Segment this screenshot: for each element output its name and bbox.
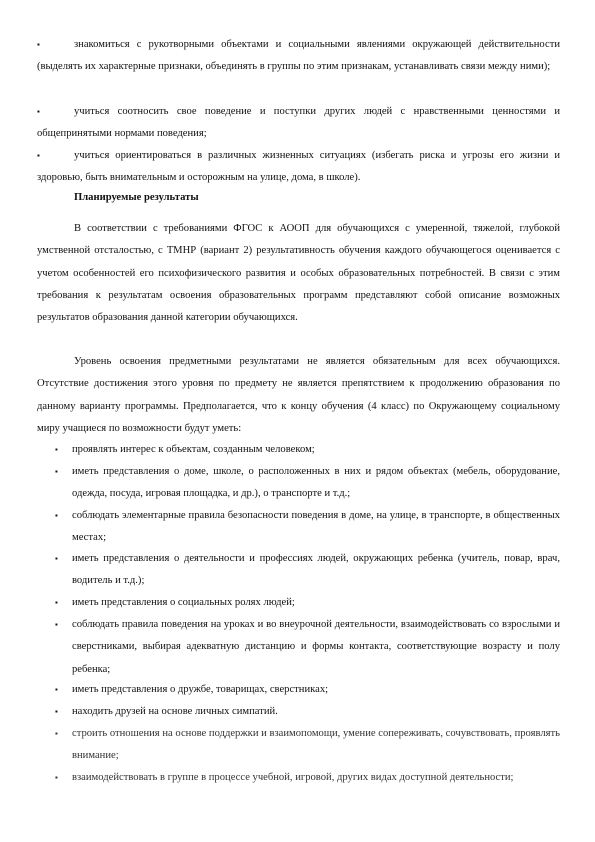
list-item-text: соблюдать элементарные правила безопасности поведения в доме, на улице, в транспорте, в общественных местах; — [72, 510, 560, 544]
bullet-icon: ▪ — [55, 620, 58, 629]
bullet-icon: ▪ — [55, 729, 58, 738]
section-heading: Планируемые результаты — [74, 192, 199, 203]
list-item-text: строить отношения на основе поддержки и взаимопомощи, умение сопереживать, сочувствовать, проявлять внимание; — [72, 728, 560, 762]
bullet-icon: ▪ — [55, 467, 58, 476]
list-item-text: соблюдать правила поведения на уроках и во внеурочной деятельности, взаимодействовать со взрослыми и сверстниками, выбирая адекватную дистанцию и формы контакта, соответствующие возрасту и полу ребенка; — [72, 619, 560, 675]
list-item-text: знакомиться с рукотворными объектами и социальными явлениями окружающей действительности (выделять их характерные признаки, объединять в группы по этим признакам, устанавливать связи между ними); — [37, 39, 560, 73]
paragraph: В соответствии с требованиями ФГОС к АООП для обучающихся с умеренной, тяжелой, глубокой умственной отсталостью, с ТМНР (вариант 2) результативность обучения каждого обучающегося оценивается с учетом особенностей его психофизического развития и особых образовательных потребностей. В связи с этим требования к результатам освоения образовательных программ представляют собой описание возможных результатов образования данной категории обучающихся. — [37, 223, 560, 324]
bullet-icon: ▪ — [37, 107, 40, 116]
list-item-text: взаимодействовать в группе в процессе учебной, игровой, других видах доступной деятельности; — [72, 772, 514, 783]
bullet-icon: ▪ — [37, 40, 40, 49]
list-item-text: учиться ориентироваться в различных жизненных ситуациях (избегать риска и угрозы его жизни и здоровью, быть внимательным и осторожным на улице, дома, в школе). — [37, 150, 560, 184]
list-item-text: учиться соотносить свое поведение и поступки других людей с нравственными ценностями и общепринятыми нормами поведения; — [37, 106, 560, 140]
list-item-text: иметь представления о деятельности и профессиях людей, окружающих ребенка (учитель, повар, врач, водитель и т.д.); — [72, 553, 560, 587]
bullet-icon: ▪ — [37, 151, 40, 160]
paragraph: Уровень освоения предметными результатами не является обязательным для всех обучающихся. Отсутствие достижения этого уровня по предмету не является препятствием к продолжению образования по данному варианту программы. Предполагается, что к концу обучения (4 класс) по Окружающему социальному миру учащиеся по возможности будут уметь: — [37, 356, 560, 434]
bullet-icon: ▪ — [55, 707, 58, 716]
bullet-icon: ▪ — [55, 773, 58, 782]
bullet-icon: ▪ — [55, 554, 58, 563]
list-item-text: проявлять интерес к объектам, созданным человеком; — [72, 444, 315, 455]
bullet-icon: ▪ — [55, 511, 58, 520]
list-item-text: иметь представления о дружбе, товарищах, сверстниках; — [72, 684, 329, 695]
list-item-text: иметь представления о социальных ролях людей; — [72, 597, 295, 608]
list-item-text: иметь представления о доме, школе, о расположенных в них и рядом объектах (мебель, оборудование, одежда, посуда, игровая площадка, и др.), о транспорте и т.д.; — [72, 466, 560, 500]
bullet-icon: ▪ — [55, 685, 58, 694]
bullet-icon: ▪ — [55, 598, 58, 607]
list-item-text: находить друзей на основе личных симпатий. — [72, 706, 278, 717]
bullet-icon: ▪ — [55, 445, 58, 454]
